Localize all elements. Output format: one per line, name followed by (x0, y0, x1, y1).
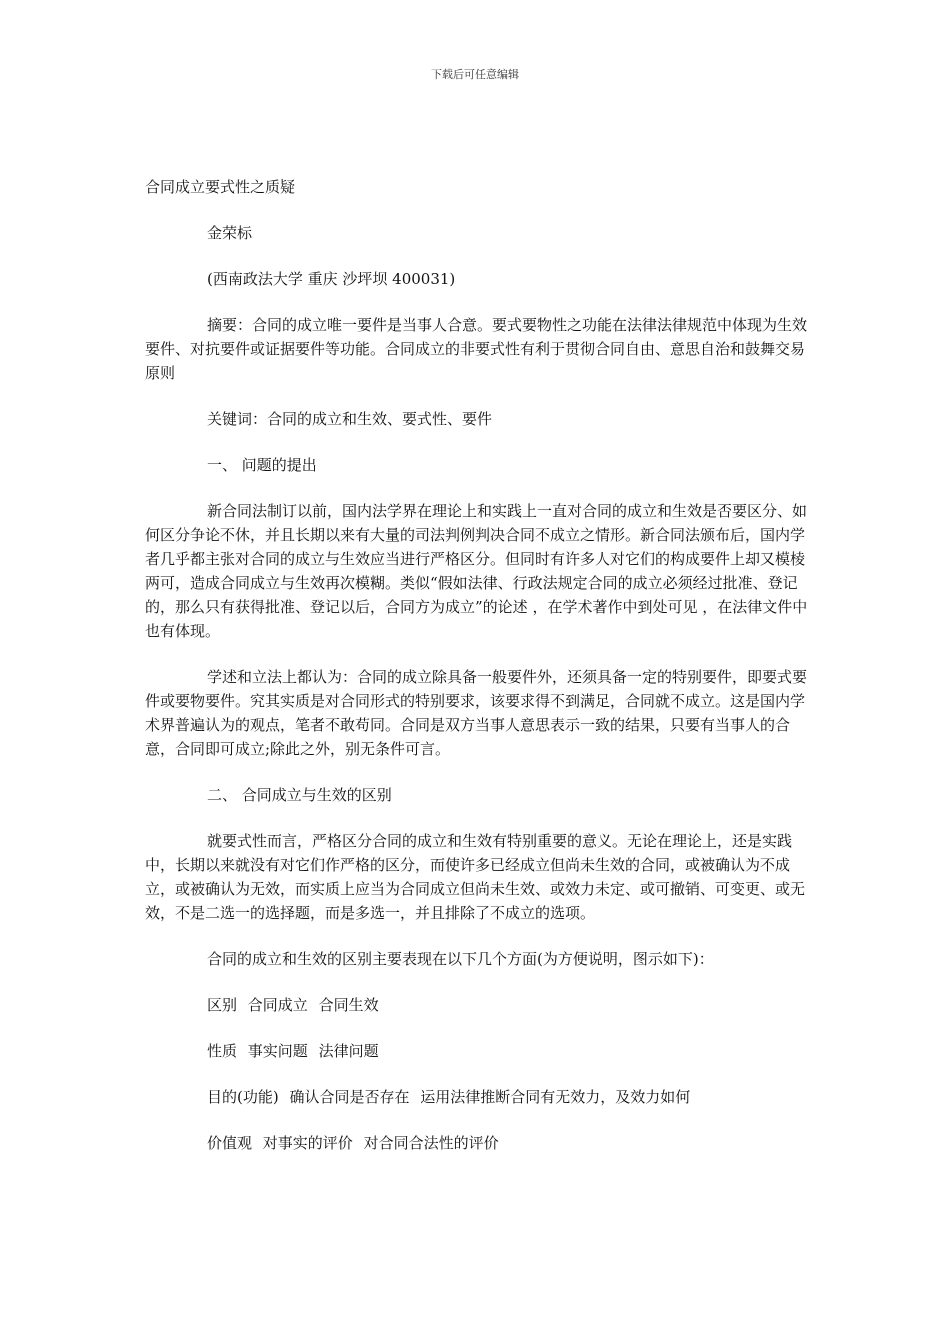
keywords: 关键词：合同的成立和生效、要式性、要件 (207, 410, 493, 428)
document-title: 合同成立要式性之质疑 (145, 178, 296, 196)
comparison-row (145, 1039, 810, 1063)
section-heading-2: 二、 合同成立与生效的区别 (207, 786, 392, 804)
paragraph-1: 新合同法制订以前，国内法学界在理论上和实践上一直对合同的成立和生效是否要区分、如何区分争论不休，并且长期以来有大量的司法判例判决合同不成立之情形。新合同法颁布后，国内学者几乎都主张对合同的成立与生效应当进行严格区分。但同时有许多人对它们的构成要件上却又模棱两可，造成合同成立与生效再次模糊。类似“假如法律、行政法规定合同的成立必须经过批准、登记的，那么只有获得批准、登记以后，合同方为成立”的论述 ，在学术著作中到处可见 ，在法律文件中也有体现。 (145, 502, 808, 640)
row-cell: 合同生效 (318, 996, 379, 1014)
section-heading-1: 一、 问题的提出 (207, 456, 317, 474)
author: 金荣标 (207, 224, 253, 242)
row-cell: 法律问题 (318, 1042, 379, 1060)
comparison-row (145, 1131, 810, 1155)
row-cell: 确认合同是否存在 (289, 1088, 410, 1106)
paragraph-4: 合同的成立和生效的区别主要表现在以下几个方面(为方便说明，图示如下)： (207, 950, 714, 968)
row-cell: 事实问题 (247, 1042, 308, 1060)
page-header: 下载后可任意编辑 (431, 68, 519, 81)
row-label: 性质 (207, 1042, 238, 1060)
row-label: 区别 (207, 996, 238, 1014)
row-label: 目的(功能) (207, 1088, 279, 1106)
affiliation: (西南政法大学 重庆 沙坪坝 400031) (207, 270, 456, 288)
row-label: 价值观 (207, 1134, 253, 1152)
paragraph-2: 学述和立法上都认为：合同的成立除具备一般要件外，还须具备一定的特别要件，即要式要件或要物要件。究其实质是对合同形式的特别要求，该要求得不到满足，合同就不成立。这是国内学术界普遍认为的观点，笔者不敢苟同。合同是双方当事人意思表示一致的结果，只要有当事人的合意，合同即可成立;除此之外，别无条件可言。 (145, 668, 808, 758)
row-cell: 运用法律推断合同有无效力，及效力如何 (420, 1088, 691, 1106)
row-cell: 对事实的评价 (262, 1134, 353, 1152)
row-cell: 合同成立 (247, 996, 308, 1014)
row-cell: 对合同合法性的评价 (363, 1134, 499, 1152)
abstract: 摘要：合同的成立唯一要件是当事人合意。要式要物性之功能在法律法律规范中体现为生效要件、对抗要件或证据要件等功能。合同成立的非要式性有利于贯彻合同自由、意思自治和鼓舞交易原则 (145, 316, 808, 382)
document-body (145, 175, 810, 1177)
paragraph-3: 就要式性而言，严格区分合同的成立和生效有特别重要的意义。无论在理论上，还是实践中，长期以来就没有对它们作严格的区分，而使许多已经成立但尚未生效的合同，或被确认为不成立，或被确认为无效，而实质上应当为合同成立但尚未生效、或效力未定、或可撤销、可变更、或无效，不是二选一的选择题，而是多选一，并且排除了不成立的选项。 (145, 832, 806, 922)
comparison-row (145, 1085, 810, 1109)
comparison-row (145, 993, 810, 1017)
